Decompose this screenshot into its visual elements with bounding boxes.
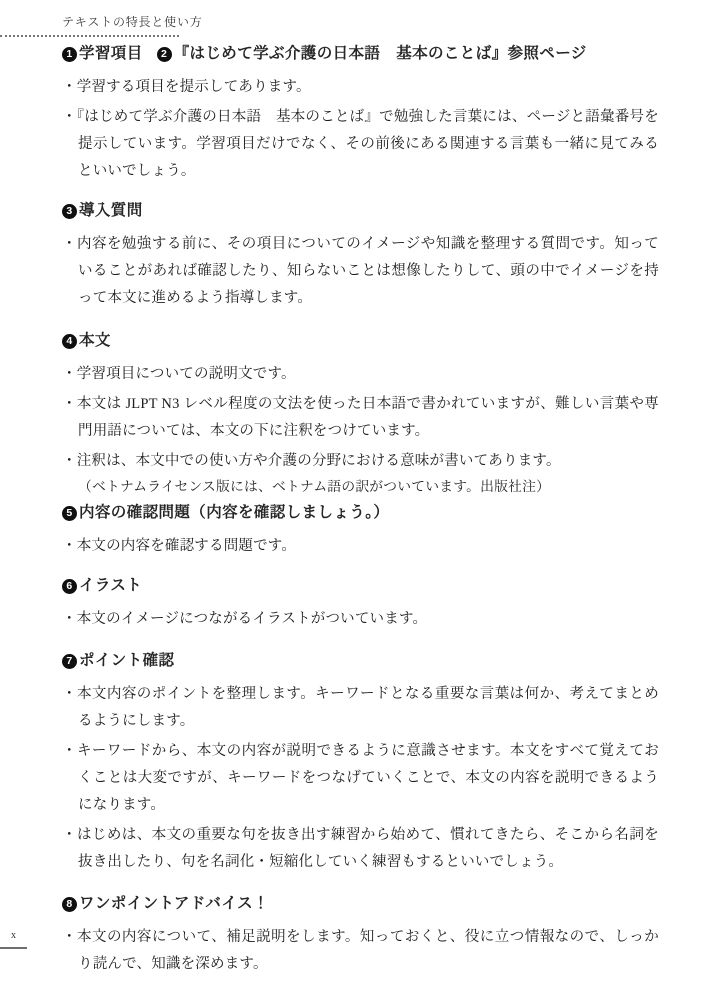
bullet-text: 注釈は、本文中での使い方や介護の分野における意味が書いてあります。: [76, 453, 561, 469]
heading-text: 内容の確認問題（内容を確認しましょう。）: [79, 504, 390, 521]
bullet-text: 学習項目についての説明文です。: [76, 366, 296, 382]
bullet-list: [62, 606, 659, 633]
bullet-text: 本文は JLPT N3 レベル程度の文法を使った日本語で書かれていますが、難しい言葉や専門用語については、本文の下に注釈をつけています。: [76, 396, 659, 439]
section-heading: [62, 649, 659, 673]
heading-segment: [157, 45, 587, 62]
section-heading: [62, 892, 659, 916]
bullet-dot-icon: ・: [62, 827, 77, 843]
bullet-dot-icon: ・: [62, 538, 77, 554]
heading-segment: [62, 202, 143, 219]
circled-number-icon: 8: [62, 897, 77, 912]
bullet-dot-icon: ・: [62, 396, 77, 412]
bullet-list: [62, 231, 659, 312]
section-heading: [62, 199, 659, 223]
circled-number-icon: 6: [62, 579, 77, 594]
heading-segment: [62, 504, 389, 521]
heading-text: 本文: [79, 332, 111, 349]
bullet-item: [62, 533, 659, 560]
section: [62, 42, 659, 185]
bullet-dot-icon: ・: [62, 929, 77, 945]
section: [62, 574, 659, 633]
bullet-dot-icon: ・: [62, 366, 77, 382]
bullet-item: [62, 681, 659, 735]
bullet-text: キーワードから、本文の内容が説明できるように意識させます。本文をすべて覚えておくことは大変ですが、キーワードをつなげていくことで、本文の内容を説明できるようになります。: [76, 743, 659, 813]
circled-number-icon: 4: [62, 334, 77, 349]
bullet-text: 本文の内容を確認する問題です。: [76, 538, 297, 554]
heading-segment: [62, 45, 143, 62]
page-number: x: [11, 930, 16, 941]
bullet-item: [62, 448, 659, 499]
running-head-title: テキストの特長と使い方: [62, 15, 203, 29]
bullet-text: 本文の内容について、補足説明をします。知っておくと、役に立つ情報なので、しっかり読んで、知識を深めます。: [76, 929, 659, 972]
heading-segment: [62, 652, 174, 669]
bullet-text: 内容を勉強する前に、その項目についてのイメージや知識を整理する質問です。知っていることがあれば確認したり、知らないことは想像したりして、頭の中でイメージを持って本文に進めるよう指導します。: [76, 236, 659, 306]
bullet-list: [62, 924, 659, 978]
section: [62, 329, 659, 499]
circled-number-icon: 1: [62, 47, 77, 62]
bullet-item: [62, 822, 659, 876]
section: [62, 892, 659, 978]
circled-number-icon: 3: [62, 204, 77, 219]
bullet-list: [62, 533, 659, 560]
circled-number-icon: 2: [157, 47, 172, 62]
bullet-item: [62, 606, 659, 633]
heading-segment: [62, 895, 269, 912]
bullet-text: 学習する項目を提示してあります。: [76, 79, 311, 95]
bullet-item: [62, 104, 659, 185]
section: [62, 501, 659, 560]
bullet-dot-icon: ・: [62, 109, 77, 125]
bullet-list: [62, 681, 659, 876]
content-area: [62, 42, 659, 978]
bullet-text: はじめは、本文の重要な句を抜き出す練習から始めて、慣れてきたら、そこから名詞を抜き出したり、句を名詞化・短縮化していく練習もするといいでしょう。: [76, 827, 660, 870]
bullet-item: [62, 74, 659, 101]
heading-text: ポイント確認: [79, 652, 175, 669]
bullet-text: 本文のイメージにつながるイラストがついています。: [76, 611, 428, 627]
bullet-note: （ベトナムライセンス版には、ベトナム語の訳がついています。出版社注）: [78, 479, 551, 494]
section-heading: [62, 42, 659, 66]
bullet-item: [62, 361, 659, 388]
section-heading: [62, 574, 659, 598]
bullet-dot-icon: ・: [62, 236, 77, 252]
circled-number-icon: 7: [62, 654, 77, 669]
bullet-item: [62, 231, 659, 312]
bullet-item: [62, 391, 659, 445]
bullet-text: 『はじめて学ぶ介護の日本語 基本のことば』で勉強した言葉には、ページと語彙番号を提示しています。学習項目だけでなく、その前後にある関連する言葉も一緒に見てみるといいでしょう。: [76, 109, 659, 179]
bullet-item: [62, 924, 659, 978]
bullet-list: [62, 74, 659, 185]
heading-text: イラスト: [79, 577, 143, 594]
bullet-dot-icon: ・: [62, 611, 77, 627]
heading-text: 導入質問: [79, 202, 143, 219]
page-footer: [0, 925, 27, 949]
running-head: [0, 13, 203, 37]
bullet-dot-icon: ・: [62, 743, 77, 759]
bullet-dot-icon: ・: [62, 453, 77, 469]
heading-text: ワンポイントアドバイス！: [79, 895, 269, 912]
bullet-text: 本文内容のポイントを整理します。キーワードとなる重要な言葉は何か、考えてまとめるようにします。: [76, 686, 660, 729]
bullet-dot-icon: ・: [62, 686, 77, 702]
heading-segment: [62, 332, 111, 349]
section-heading: [62, 329, 659, 353]
section: [62, 649, 659, 876]
heading-text: 『はじめて学ぶ介護の日本語 基本のことば』参照ページ: [173, 45, 587, 62]
circled-number-icon: 5: [62, 506, 77, 521]
bullet-dot-icon: ・: [62, 79, 77, 95]
section-heading: [62, 501, 659, 525]
bullet-list: [62, 361, 659, 499]
heading-text: 学習項目: [79, 45, 143, 62]
section: [62, 199, 659, 312]
heading-segment: [62, 577, 142, 594]
bullet-item: [62, 738, 659, 819]
